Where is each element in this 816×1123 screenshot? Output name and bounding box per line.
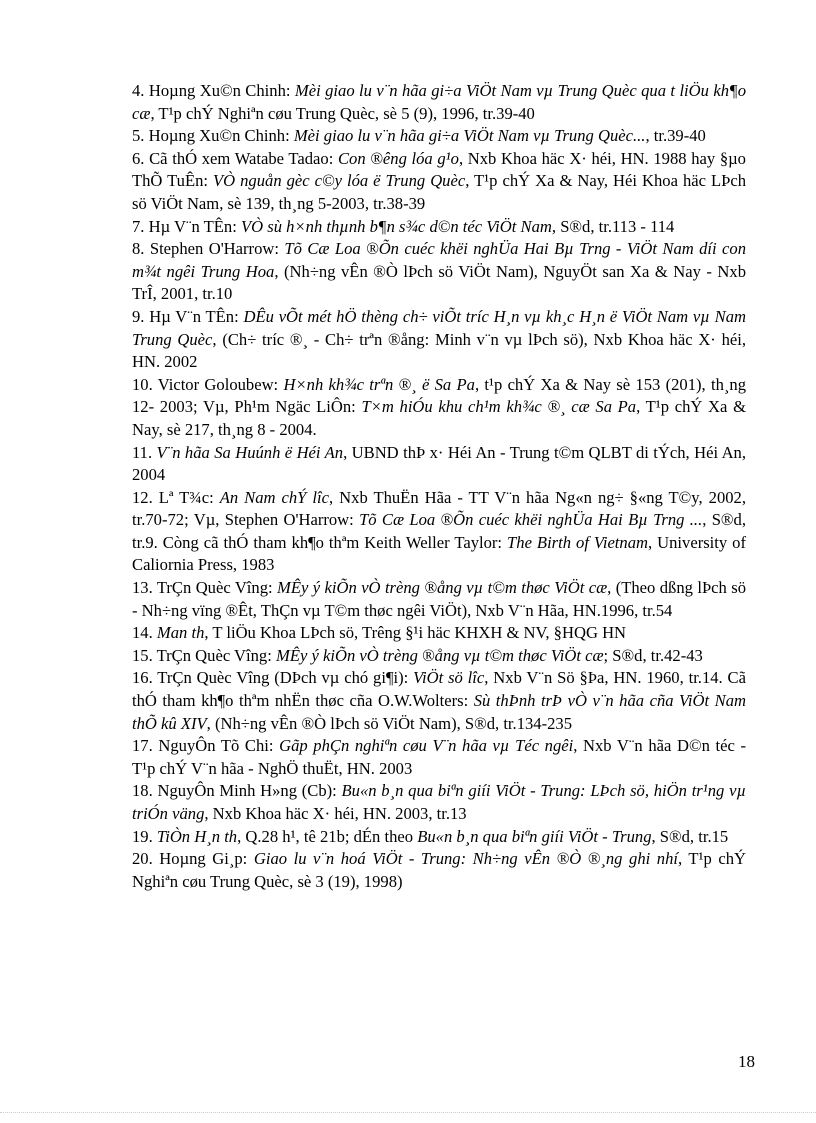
reference-entry	[132, 826, 746, 849]
reference-text: , T¹p chÝ Nghiªn cøu Trung Quèc, sè 3 (19), 1998)	[132, 849, 746, 891]
reference-title: Con ®êng lóa g¹o	[337, 148, 459, 168]
reference-title: MÊy ý kiÕn vÒ trèng ®ång vµ t©m thøc ViÖt cæ	[276, 645, 604, 665]
reference-entry	[132, 780, 746, 825]
reference-text: 19.	[132, 826, 157, 846]
reference-title: Tõ Cæ Loa ®Õn cuéc khëi nghÜa Hai Bµ Trng - ViÖt Nam díi con m¾t ngêi Trung Hoa	[132, 239, 747, 281]
reference-title: Bu«n b¸n qua biªn giíi ViÖt - Trung: LÞch sö, hiÖn tr¹ng vµ triÓn väng	[132, 781, 747, 823]
reference-text: , (Theo dßng lÞch sö - Nh÷ng vïng ®Êt, ThÇn vµ T©m thøc ngêi ViÖt), Nxb V¨n Hãa, HN.1996, tr.54	[132, 578, 746, 620]
reference-text: 10. Victor Goloubew:	[132, 374, 284, 394]
reference-title: VÒ sù h×nh thµnh b¶n s¾c d©n téc ViÖt Nam	[240, 216, 552, 236]
reference-title: H×nh kh¾c trªn ®¸ ë Sa Pa	[283, 374, 475, 394]
reference-text: , UBND thÞ x· Héi An - Trung t©m QLBT di tÝch, Héi An, 2004	[132, 442, 747, 485]
reference-title: Gãp phÇn nghiªn cøu V¨n hãa vµ Téc ngêi	[279, 736, 574, 756]
reference-text: 13. TrÇn Quèc Vîng:	[132, 578, 278, 598]
reference-entry	[132, 148, 746, 216]
reference-text: , S®d, tr.15	[651, 826, 729, 846]
reference-entry	[132, 238, 746, 306]
reference-entry	[132, 125, 746, 148]
reference-entry	[132, 848, 746, 893]
reference-title: Tõ Cæ Loa ®Õn cuéc khëi nghÜa Hai Bµ Trng ...	[359, 510, 703, 530]
reference-entry	[132, 216, 746, 239]
reference-text: 17. NguyÔn Tõ Chi:	[132, 736, 280, 756]
reference-title: ViÖt sö lîc	[413, 668, 485, 688]
reference-text: , tr.39-40	[645, 126, 706, 146]
reference-text: , t¹p chÝ Xa & Nay sè 153 (201), th¸ng 12- 2003; Vµ, Ph¹m Ngäc LiÔn:	[132, 374, 747, 417]
reference-entry	[132, 306, 746, 374]
reference-text: , Nxb ThuËn Hãa - TT V¨n hãa Ng«n ng÷ §«ng T©y, 2002, tr.70-72; Vµ, Stephen O'Harrow:	[132, 487, 747, 530]
reference-text: 8. Stephen O'Harrow:	[132, 239, 285, 259]
reference-text: 6. Cã thÓ xem Watabe Tadao:	[132, 148, 338, 168]
reference-text: ; S®d, tr.42-43	[603, 645, 703, 665]
reference-entry	[132, 80, 746, 125]
reference-text: , (Ch÷ tríc ®¸ - Ch÷ trªn ®ång: Minh v¨n vµ lÞch sö), Nxb Khoa häc X· héi, HN. 2002	[132, 329, 746, 372]
reference-title: The Birth of Vietnam	[507, 532, 648, 552]
reference-text: 11.	[132, 442, 157, 462]
reference-title: An Nam chÝ lîc	[219, 487, 330, 507]
reference-title: MÊy ý kiÕn vÒ trèng ®ång vµ t©m thøc ViÖt cæ	[277, 578, 608, 598]
reference-text: 5. Hoµng Xu©n Chinh:	[132, 126, 294, 146]
reference-entry	[132, 577, 746, 622]
reference-text: 20. Hoµng Gi¸p:	[132, 849, 254, 869]
reference-title: VÒ nguån gèc c©y lóa ë Trung Quèc	[213, 171, 466, 191]
reference-text: 18. NguyÔn Minh H»ng (Cb):	[132, 781, 342, 801]
reference-title: TiÒn H¸n th	[156, 826, 238, 846]
reference-text: , (Nh÷ng vÊn ®Ò lÞch sö ViÖt Nam), NguyÖt san Xa & Nay - Nxb TrÎ, 2001, tr.10	[132, 261, 746, 304]
reference-title: DÊu vÕt mét hÖ thèng ch÷ viÕt tríc H¸n vµ kh¸c H¸n ë ViÖt Nam vµ Nam Trung Quèc	[132, 306, 746, 349]
reference-text: , University of Caliornia Press, 1983	[132, 532, 747, 575]
reference-title: V¨n hãa Sa Huúnh ë Héi An	[156, 442, 344, 462]
reference-text: 9. Hµ V¨n TÊn:	[132, 306, 244, 326]
reference-text: , Nxb Khoa häc X· héi, HN. 2003, tr.13	[204, 804, 467, 823]
reference-title: Bu«n b¸n qua biªn giíi ViÖt - Trung	[417, 826, 652, 846]
reference-entry	[132, 442, 746, 487]
reference-title: Mèi giao lu v¨n hãa gi÷a ViÖt Nam vµ Trung Quèc qua t liÖu kh¶o cæ	[132, 81, 746, 123]
reference-title: Man th	[156, 623, 205, 643]
reference-title: Sù thÞnh trÞ vÒ v¨n hãa cña ViÖt Nam thÕ kû XIV	[132, 691, 746, 733]
reference-text: 4. Hoµng Xu©n Chinh:	[132, 81, 295, 100]
reference-text: , S®d, tr.113 - 114	[551, 216, 675, 236]
reference-text: , Nxb Khoa häc X· héi, HN. 1988 hay §µo ThÕ TuÊn:	[132, 148, 746, 191]
reference-text: 7. Hµ V¨n TÊn:	[132, 216, 241, 236]
reference-text: , Nxb V¨n hãa D©n téc - T¹p chÝ V¨n hãa - NghÖ thuËt, HN. 2003	[132, 736, 746, 778]
reference-text: , Q.28 h¹, tê 21b; dÉn theo	[237, 826, 418, 846]
page-number: 18	[738, 1052, 755, 1071]
reference-text: , S®d, tr.9. Còng cã thÓ tham kh¶o thªm Keith Weller Taylor:	[132, 510, 746, 552]
reference-text: 12. Lª T¾c:	[132, 487, 220, 507]
reference-title: T×m hiÓu khu ch¹m kh¾c ®¸ cæ Sa Pa	[361, 397, 637, 417]
reference-text: , T¹p chÝ Nghiªn cøu Trung Quèc, sè 5 (9), 1996, tr.39-40	[150, 103, 535, 123]
reference-entry	[132, 487, 746, 577]
reference-entry	[132, 645, 746, 668]
reference-list	[132, 80, 746, 893]
reference-text: 16. TrÇn Quèc Vîng (DÞch vµ chó gi¶i):	[132, 668, 414, 688]
reference-entry	[132, 374, 746, 442]
reference-text: 15. TrÇn Quèc Vîng:	[132, 645, 276, 665]
reference-entry	[132, 667, 746, 735]
reference-entry	[132, 735, 746, 780]
reference-title: Giao lu v¨n hoá ViÖt - Trung: Nh÷ng vÊn ®Ò ®¸ng ghi nhí	[253, 849, 678, 869]
reference-text: , T liÖu Khoa LÞch sö, Trêng §¹i häc KHXH & NV, §HQG HN	[204, 623, 627, 643]
reference-text: , Nxb V¨n Sö §Þa, HN. 1960, tr.14. Cã thÓ tham kh¶o thªm nhËn thøc cña O.W.Wolters:	[132, 668, 746, 711]
page-bottom-border	[0, 1112, 816, 1113]
reference-text: , T¹p chÝ Xa & Nay, sè 217, th¸ng 8 - 2004.	[132, 397, 746, 439]
reference-text: , (Nh÷ng vÊn ®Ò lÞch sö ViÖt Nam), S®d, tr.134-235	[206, 713, 573, 733]
reference-entry	[132, 622, 746, 645]
reference-text: 14.	[132, 623, 157, 643]
reference-text: , T¹p chÝ Xa & Nay, Héi Khoa häc LÞch sö ViÖt Nam, sè 139, th¸ng 5-2003, tr.38-39	[132, 171, 747, 213]
reference-title: Mèi giao lu v¨n hãa gi÷a ViÖt Nam vµ Trung Quèc...	[293, 126, 646, 146]
